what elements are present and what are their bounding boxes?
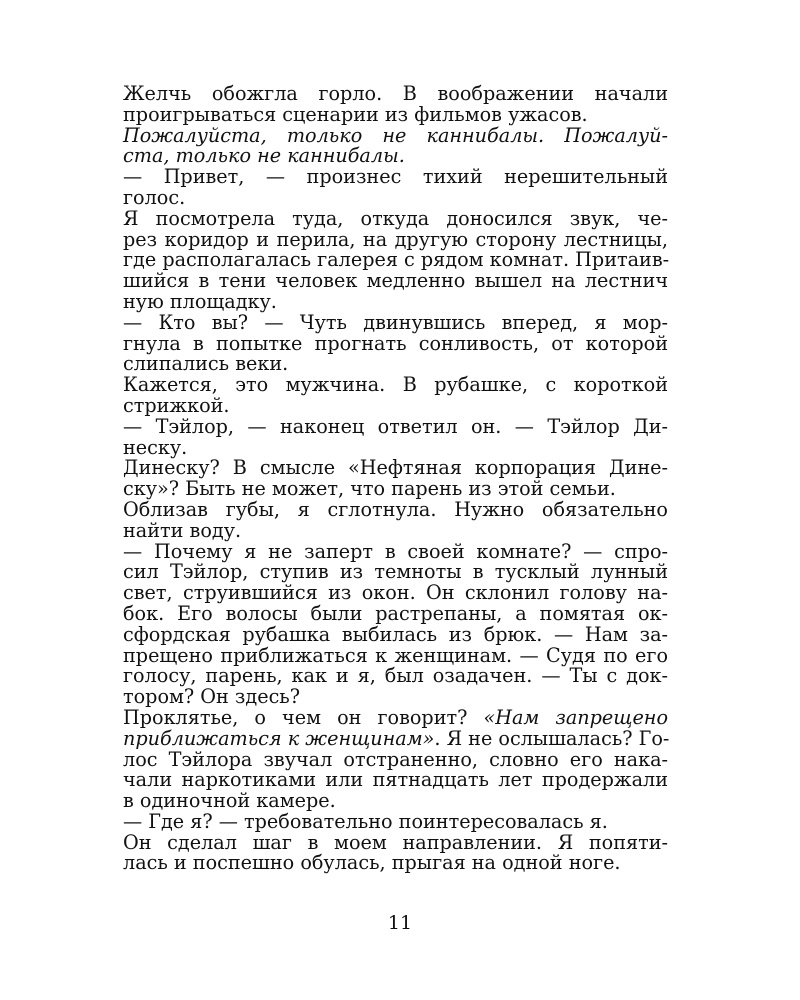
- text-line: [123, 687, 668, 708]
- text-line: [123, 271, 668, 292]
- text-line: [123, 791, 668, 812]
- text-segment: бок. Его волосы были растрепаны, а помятая ок-: [123, 601, 668, 625]
- text-line: [123, 102, 668, 126]
- text-line: [123, 809, 668, 833]
- text-segment: — Тэйлор, — наконец ответил он. — Тэйлор Ди-: [123, 414, 668, 438]
- text-segment: рез коридор и перила, на другую сторону лестницы,: [123, 227, 668, 251]
- text-line: [123, 414, 668, 438]
- italic-text: приближаться к женщинам»: [123, 726, 435, 750]
- text-line: [123, 518, 668, 542]
- text-segment: — Где я? — требовательно поинтересовалась я.: [123, 809, 608, 833]
- text-line: [123, 289, 668, 313]
- text-line: [123, 185, 668, 209]
- text-line: [123, 167, 668, 188]
- text-segment: сил Тэйлор, ступив из темноты в тусклый лунный: [123, 560, 668, 584]
- text-line: [123, 375, 668, 396]
- text-line: [123, 747, 668, 771]
- text-line: [123, 770, 668, 791]
- text-line: [123, 393, 668, 417]
- text-segment: Облизав губы, я сглотнула. Нужно обязательно: [123, 497, 668, 521]
- text-segment: Я посмотрела туда, откуда доносился звук, че-: [123, 206, 668, 230]
- text-segment: неску.: [123, 435, 188, 459]
- text-line: [123, 705, 669, 729]
- text-line: [123, 726, 670, 750]
- text-segment: голосу, парень, как и я, был озадачен. — Ты с док-: [123, 664, 668, 688]
- text-line: [123, 250, 668, 271]
- text-segment: — Привет, — произнес тихий нерешительный: [123, 165, 668, 189]
- text-line: [123, 84, 668, 105]
- text-line: [123, 227, 668, 251]
- text-line: [123, 562, 668, 583]
- text-segment: свет, струившийся из окон. Он склонил голову на-: [123, 581, 668, 605]
- text-line: [123, 123, 668, 147]
- text-line: [123, 206, 668, 230]
- text-segment: ску»? Быть не может, что парень из этой семьи.: [123, 477, 616, 501]
- text-segment: — Почему я не заперт в своей комнате? — спро-: [123, 539, 668, 563]
- page-number: 11: [387, 912, 413, 934]
- text-segment: где располагалась галерея с рядом комнат. Притаив-: [123, 248, 670, 272]
- text-segment: лос Тэйлора звучал отстраненно, словно его нака-: [123, 747, 668, 771]
- text-segment: Проклятье, о чем он говорит?: [123, 705, 484, 729]
- text-segment: слипались веки.: [123, 352, 289, 376]
- text-segment: прещено приближаться к женщинам. — Судя по его: [123, 643, 668, 667]
- text-segment: лась и поспешно обулась, прыгая на одной ноге.: [123, 851, 621, 875]
- text-line: [123, 497, 668, 521]
- text-segment: Динеску? В смысле «Нефтяная корпорация Дине-: [123, 456, 668, 480]
- text-line: [123, 310, 668, 334]
- text-segment: гнула в попытке прогнать сонливость, от которой: [123, 331, 668, 355]
- italic-text: «Нам запрещено: [483, 705, 669, 729]
- text-line: [123, 666, 668, 687]
- text-line: [123, 583, 668, 604]
- italic-text: ста, только не каннибалы.: [123, 144, 405, 168]
- text-segment: — Кто вы? — Чуть двинувшись вперед, я мор-: [123, 310, 668, 334]
- text-line: [123, 479, 668, 500]
- text-segment: стрижкой.: [123, 393, 230, 417]
- text-segment: шийся в тени человек медленно вышел на лестнич: [123, 269, 668, 293]
- text-line: [123, 331, 668, 355]
- text-segment: проигрываться сценарии из фильмов ужасов.: [123, 102, 588, 126]
- text-segment: . Я не ослышалась? Го-: [434, 726, 670, 750]
- text-line: [123, 146, 668, 167]
- text-line: [123, 622, 668, 646]
- text-line: [123, 354, 668, 375]
- text-line: [123, 830, 668, 854]
- text-line: [123, 435, 668, 459]
- text-line: [123, 458, 668, 479]
- text-line: [123, 539, 668, 563]
- text-segment: Он сделал шаг в моем направлении. Я попяти-: [123, 830, 668, 854]
- text-segment: чали наркотиками или пятнадцать лет продержали: [123, 768, 668, 792]
- text-segment: голос.: [123, 185, 186, 209]
- text-segment: в одиночной камере.: [123, 789, 336, 813]
- italic-text: Пожалуйста, только не каннибалы. Пожалуй-: [123, 123, 668, 147]
- text-line: [123, 601, 668, 625]
- text-segment: тором? Он здесь?: [123, 685, 301, 709]
- text-segment: Желчь обожгла горло. В воображении начали: [123, 82, 668, 105]
- text-line: [123, 853, 668, 874]
- text-segment: ную площадку.: [123, 289, 277, 313]
- text-segment: сфордская рубашка выбилась из брюк. — Нам за-: [123, 622, 668, 646]
- text-line: [123, 643, 668, 667]
- text-segment: Кажется, это мужчина. В рубашке, с короткой: [123, 373, 668, 397]
- body-text: [123, 84, 668, 874]
- text-segment: найти воду.: [123, 518, 242, 542]
